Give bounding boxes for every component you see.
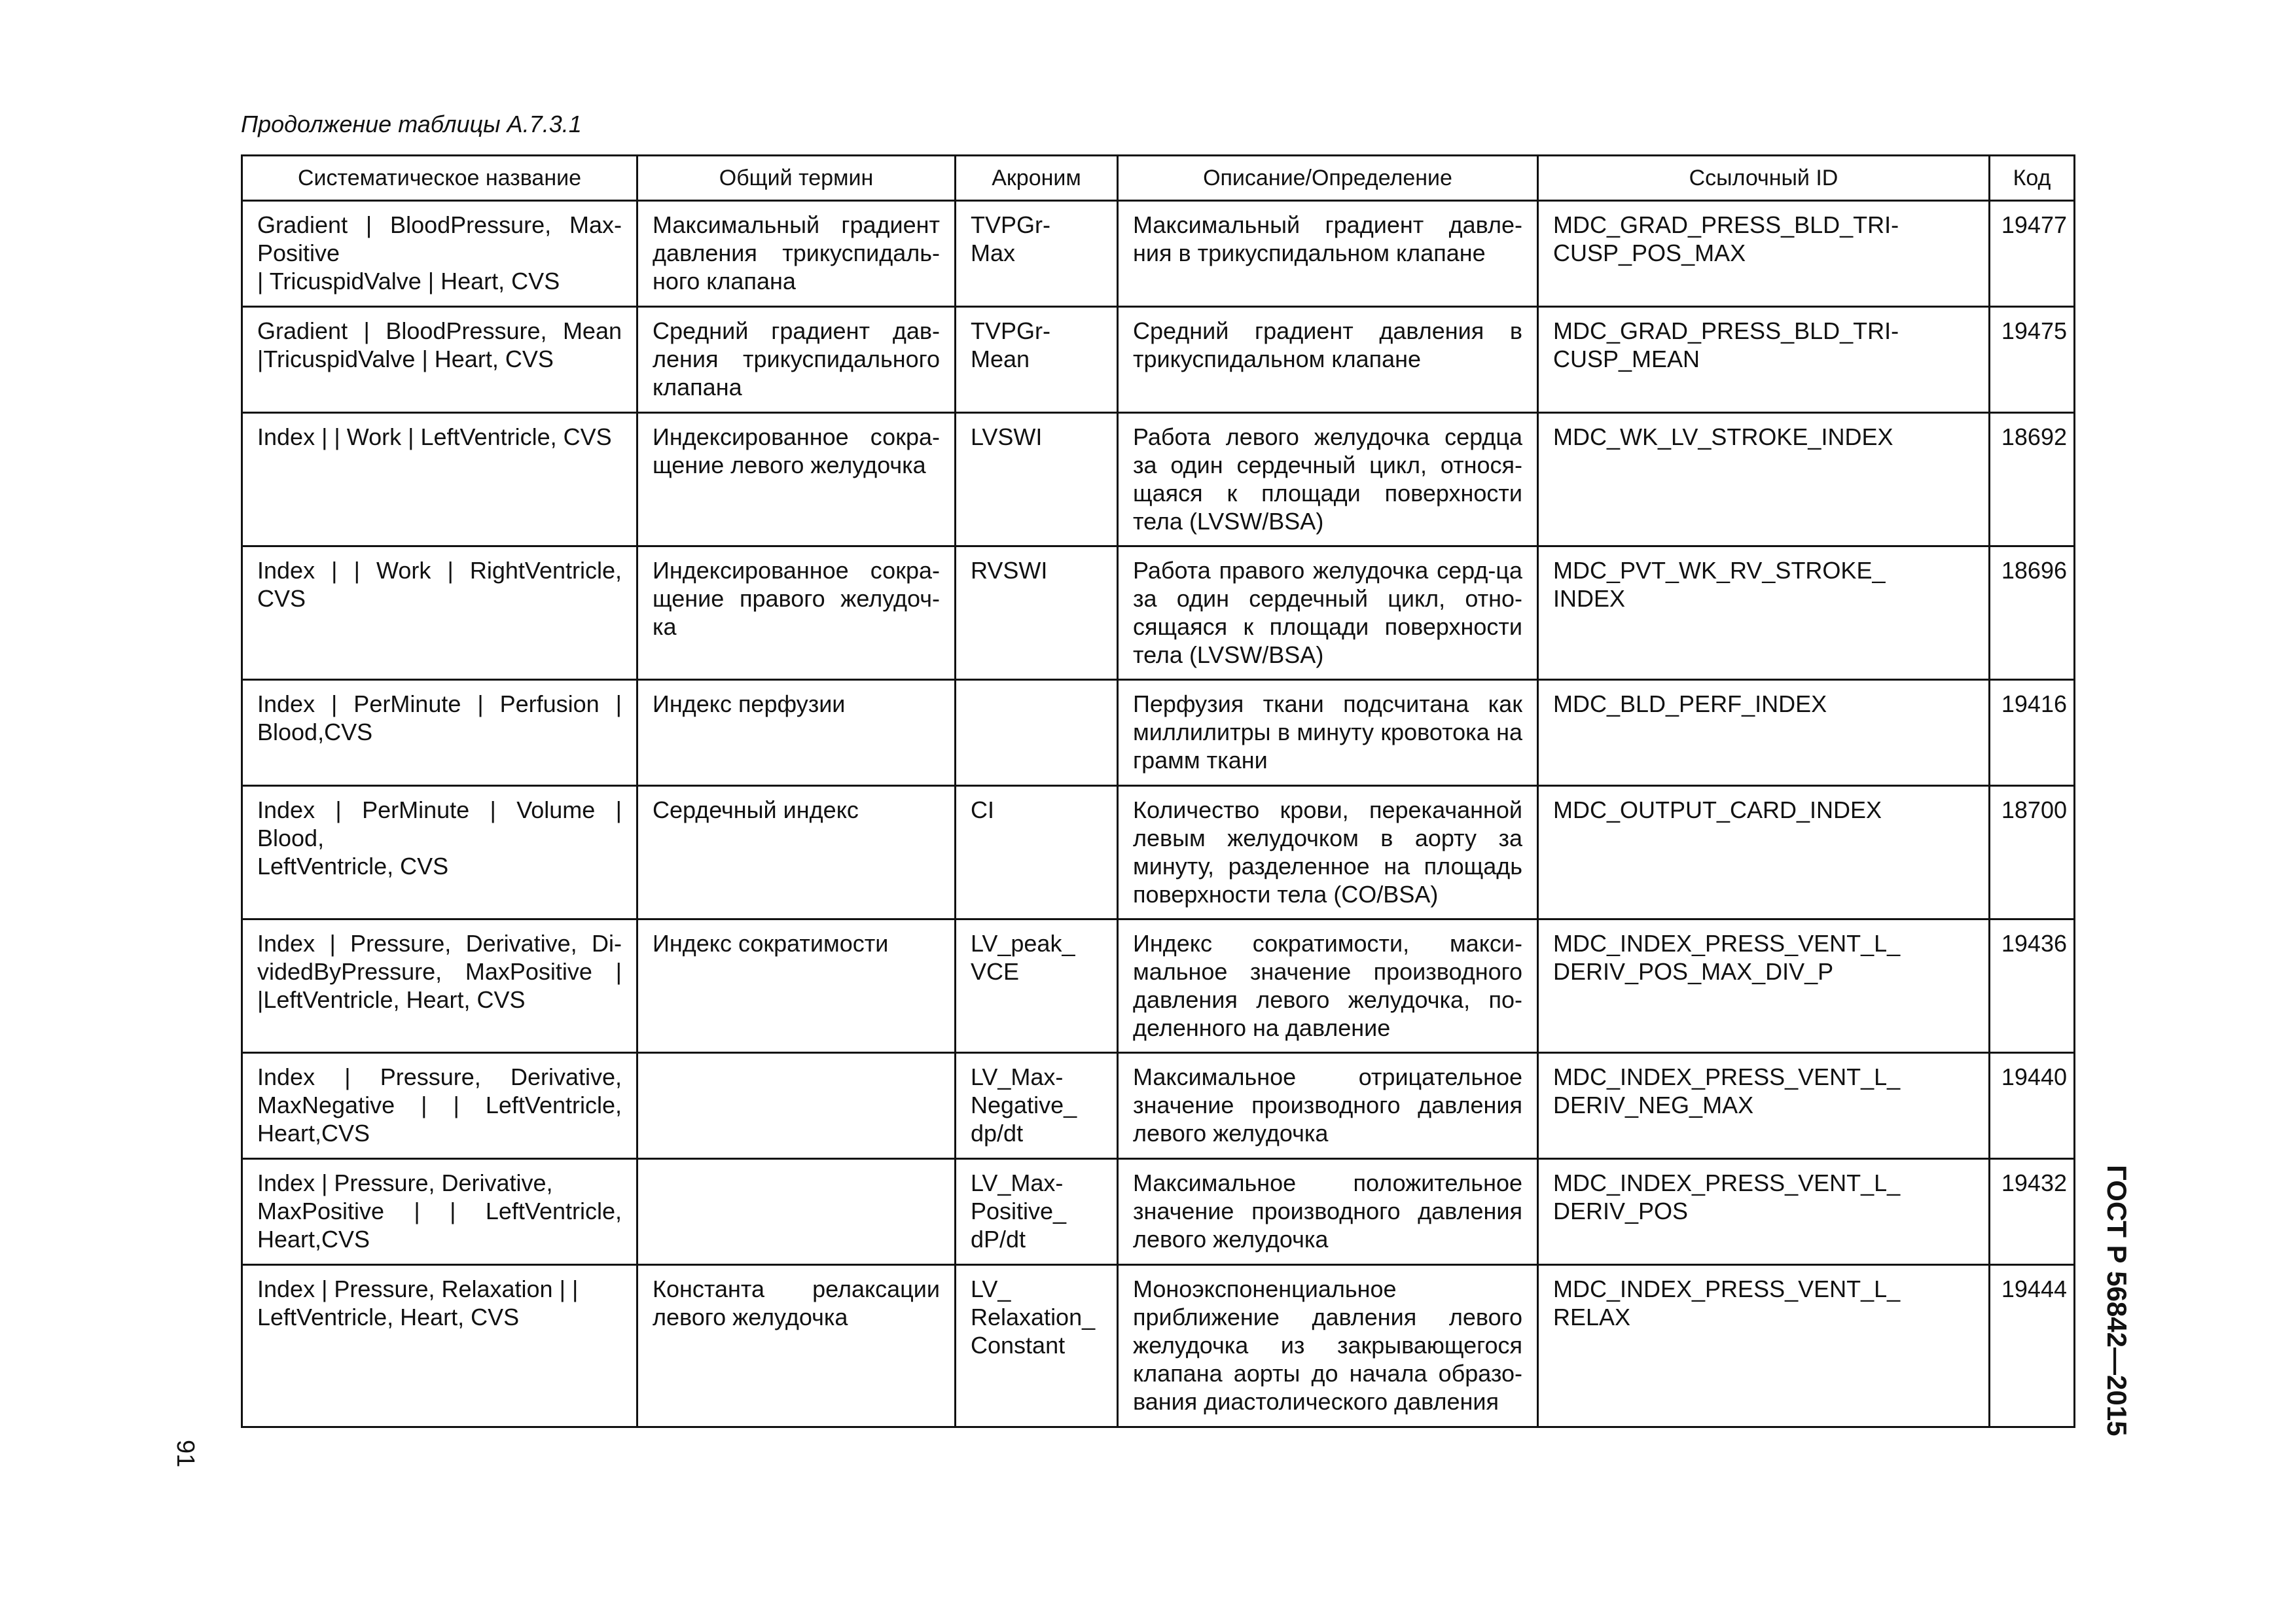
cell-ref-id-text: MDC_GRAD_PRESS_BLD_TRI- CUSP_MEAN [1553,317,1899,372]
cell-description [1118,680,1538,786]
table-caption: Продолжение таблицы А.7.3.1 [241,111,582,137]
cell-code-text: 19444 [2001,1275,2067,1302]
cell-description-text: Максимальное положительное значение производного давления левого желудочка [1133,1169,1522,1253]
cell-term [637,1159,956,1265]
cell-acronym-text: CI [971,796,994,823]
cell-acronym [956,1159,1118,1265]
cell-description [1118,413,1538,546]
cell-description-text: Работа правого желудочка серд-ца за один сердечный цикл, отно-сящаяся к площади поверхности тела (LVSW/BSA) [1133,557,1522,668]
cell-systematic [242,1053,637,1159]
cell-code-text: 18692 [2001,423,2067,450]
cell-term [637,919,956,1053]
cell-systematic [242,307,637,413]
cell-systematic-text: Index | | Work | RightVentricle, CVS [257,557,622,612]
cell-term [637,546,956,680]
cell-acronym-text: LV_Max- Positive_ dP/dt [971,1169,1067,1253]
cell-systematic [242,1265,637,1427]
cell-systematic-text: Index | | Work | LeftVentricle, CVS [257,423,612,450]
header-common-term: Общий термин [637,156,956,201]
cell-systematic-text: Gradient | BloodPressure, Mean |TricuspidValve | Heart, CVS [257,317,622,372]
cell-term [637,307,956,413]
cell-description [1118,919,1538,1053]
cell-systematic-text: Index | PerMinute | Perfusion | Blood,CVS [257,690,622,745]
cell-code [1990,1265,2075,1427]
header-systematic-name: Систематическое название [242,156,637,201]
cell-ref-id-text: MDC_WK_LV_STROKE_INDEX [1553,423,1893,450]
table-row [242,546,2075,680]
table-row [242,786,2075,919]
cell-ref-id-text: MDC_INDEX_PRESS_VENT_L_ RELAX [1553,1275,1901,1330]
cell-acronym [956,919,1118,1053]
cell-ref-id [1538,1053,1990,1159]
cell-code [1990,307,2075,413]
cell-acronym [956,307,1118,413]
table-header-row [242,156,2075,201]
cell-systematic-text: Index | PerMinute | Volume | Blood, LeftVentricle, CVS [257,796,622,880]
cell-term-text: Индексированное сокра-щение левого желудочка [653,423,940,478]
cell-ref-id [1538,413,1990,546]
cell-term [637,786,956,919]
cell-ref-id-text: MDC_PVT_WK_RV_STROKE_ INDEX [1553,557,1886,612]
header-description: Описание/Определение [1118,156,1538,201]
cell-systematic-text: Index | Pressure, Derivative, MaxPositive | | LeftVentricle, Heart,CVS [257,1169,622,1253]
cell-ref-id [1538,201,1990,307]
cell-ref-id-text: MDC_INDEX_PRESS_VENT_L_ DERIV_NEG_MAX [1553,1063,1901,1118]
cell-systematic-text: Gradient | BloodPressure, Max-Positive | TricuspidValve | Heart, CVS [257,211,622,294]
cell-systematic [242,413,637,546]
cell-term [637,1053,956,1159]
cell-description-text: Перфузия ткани подсчитана как миллилитры в минуту кровотока на грамм ткани [1133,690,1522,774]
cell-description-text: Средний градиент давления в трикуспидальном клапане [1133,317,1522,372]
cell-code [1990,919,2075,1053]
cell-description-text: Работа левого желудочка сердца за один сердечный цикл, относя-щаяся к площади поверхности тела (LVSW/BSA) [1133,423,1522,535]
cell-acronym [956,1265,1118,1427]
header-acronym: Акроним [956,156,1118,201]
table-row [242,201,2075,307]
cell-acronym-text: LV_peak_ VCE [971,930,1075,985]
cell-acronym-text: LV_ Relaxation_ Constant [971,1275,1096,1359]
cell-ref-id [1538,1265,1990,1427]
cell-systematic-text: Index | Pressure, Derivative, Di-videdByPressure, MaxPositive | |LeftVentricle, Heart, CVS [257,930,622,1013]
standard-label: ГОСТ Р 56842—2015 [2102,1165,2132,1436]
table-row [242,919,2075,1053]
cell-ref-id-text: MDC_OUTPUT_CARD_INDEX [1553,796,1882,823]
table-row [242,680,2075,786]
cell-description [1118,1265,1538,1427]
cell-code [1990,1053,2075,1159]
data-table [241,154,2075,1428]
cell-code-text: 19440 [2001,1063,2067,1090]
cell-systematic [242,546,637,680]
cell-acronym-text: TVPGr- Mean [971,317,1050,372]
cell-acronym-text: TVPGr- Max [971,211,1050,266]
cell-ref-id-text: MDC_BLD_PERF_INDEX [1553,690,1827,717]
cell-code [1990,201,2075,307]
cell-code [1990,546,2075,680]
cell-systematic [242,1159,637,1265]
cell-description-text: Количество крови, перекачанной левым желудочком в аорту за минуту, разделенное на площадь поверхности тела (CO/BSA) [1133,796,1522,908]
cell-code [1990,786,2075,919]
cell-code-text: 19436 [2001,930,2067,957]
table-row [242,413,2075,546]
cell-description [1118,786,1538,919]
cell-term [637,1265,956,1427]
cell-systematic [242,919,637,1053]
page-number: 91 [171,1440,199,1468]
cell-description [1118,307,1538,413]
cell-acronym [956,1053,1118,1159]
cell-code-text: 19432 [2001,1169,2067,1196]
cell-acronym-text: RVSWI [971,557,1048,584]
cell-ref-id [1538,1159,1990,1265]
cell-systematic [242,201,637,307]
cell-description-text: Максимальный градиент давле-ния в трикуспидальном клапане [1133,211,1522,266]
cell-term-text: Максимальный градиент давления трикуспидаль-ного клапана [653,211,940,294]
header-reference-id: Ссылочный ID [1538,156,1990,201]
cell-code-text: 19475 [2001,317,2067,344]
cell-ref-id [1538,786,1990,919]
cell-acronym [956,201,1118,307]
cell-acronym [956,680,1118,786]
cell-ref-id [1538,546,1990,680]
cell-ref-id [1538,680,1990,786]
cell-description-text: Максимальное отрицательное значение производного давления левого желудочка [1133,1063,1522,1147]
cell-acronym-text: LV_Max- Negative_ dp/dt [971,1063,1077,1147]
cell-description [1118,1053,1538,1159]
table-row [242,1053,2075,1159]
cell-ref-id-text: MDC_GRAD_PRESS_BLD_TRI- CUSP_POS_MAX [1553,211,1899,266]
cell-systematic-text: Index | Pressure, Derivative, MaxNegative | | LeftVentricle, Heart,CVS [257,1063,622,1147]
cell-code [1990,1159,2075,1265]
cell-term-text: Индексированное сокра-щение правого желудоч-ка [653,557,940,640]
cell-acronym-text: LVSWI [971,423,1043,450]
cell-code-text: 19477 [2001,211,2067,238]
cell-description-text: Моноэкспоненциальное приближение давления левого желудочка из закрывающегося клапана аорты до начала образо-вания диастолического давления [1133,1275,1522,1415]
header-code: Код [1990,156,2075,201]
cell-code [1990,413,2075,546]
cell-term [637,413,956,546]
cell-description-text: Индекс сократимости, макси-мальное значение производного давления левого желудочка, по-деленного на давление [1133,930,1522,1041]
cell-term-text: Константа релаксации левого желудочка [653,1275,940,1330]
cell-systematic-text: Index | Pressure, Relaxation | | LeftVentricle, Heart, CVS [257,1275,579,1330]
cell-code-text: 18696 [2001,557,2067,584]
cell-systematic [242,786,637,919]
cell-acronym [956,413,1118,546]
cell-ref-id-text: MDC_INDEX_PRESS_VENT_L_ DERIV_POS_MAX_DIV_P [1553,930,1901,985]
cell-term-text: Индекс сократимости [653,930,889,957]
cell-term [637,680,956,786]
cell-acronym [956,546,1118,680]
cell-term-text: Средний градиент дав-ления трикуспидального клапана [653,317,940,401]
cell-acronym [956,786,1118,919]
cell-code [1990,680,2075,786]
cell-ref-id [1538,307,1990,413]
cell-description [1118,546,1538,680]
cell-code-text: 19416 [2001,690,2067,717]
cell-code-text: 18700 [2001,796,2067,823]
cell-description [1118,1159,1538,1265]
table-row [242,307,2075,413]
table-row [242,1159,2075,1265]
cell-term [637,201,956,307]
cell-term-text: Сердечный индекс [653,796,859,823]
cell-systematic [242,680,637,786]
cell-ref-id-text: MDC_INDEX_PRESS_VENT_L_ DERIV_POS [1553,1169,1901,1224]
table-row [242,1265,2075,1427]
cell-ref-id [1538,919,1990,1053]
cell-term-text: Индекс перфузии [653,690,846,717]
cell-description [1118,201,1538,307]
